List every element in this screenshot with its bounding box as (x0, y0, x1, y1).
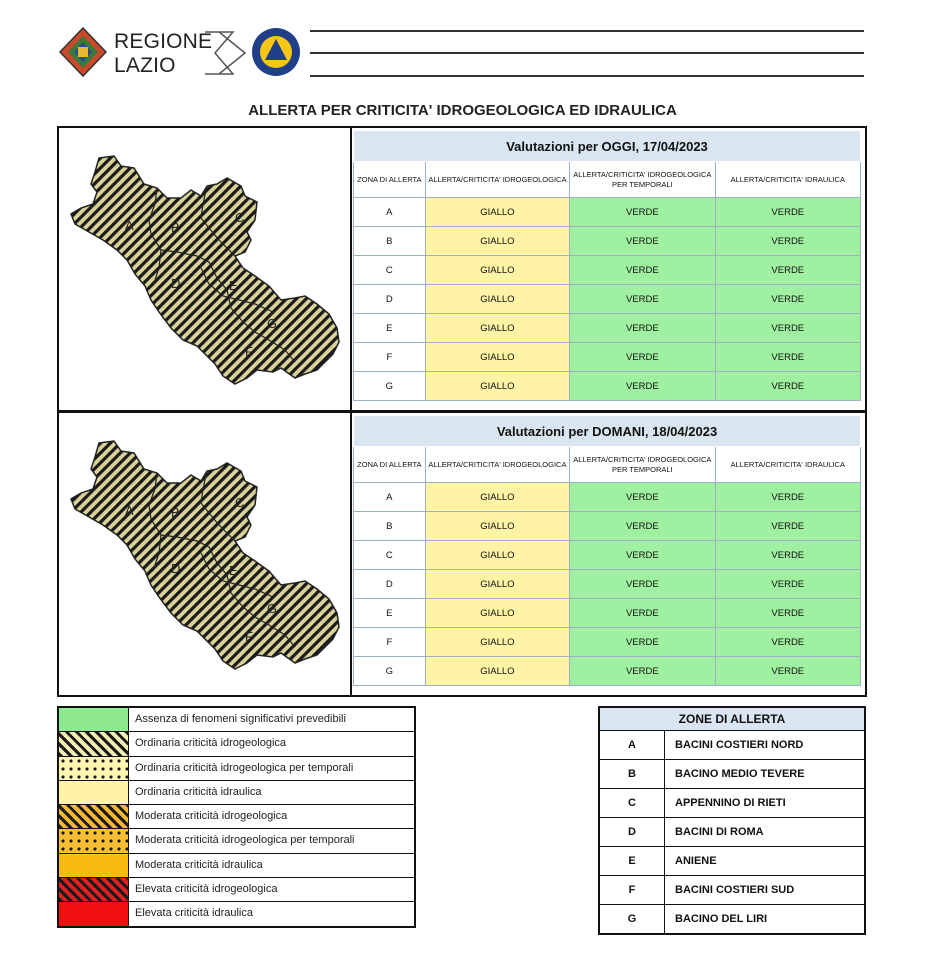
zone-name: ANIENE (675, 855, 717, 867)
regione-lazio-logo (58, 26, 108, 78)
col-temp-header: ALLERTA/CRITICITA' IDROGEOLOGICA PER TEMPORALI (570, 162, 715, 198)
cell-idra: VERDE (715, 372, 860, 401)
cell-idro: GIALLO (425, 343, 569, 372)
today-table (353, 130, 861, 401)
today-heading: Valutazioni per OGGI, 17/04/2023 (354, 131, 861, 162)
cell-idra: VERDE (715, 570, 860, 599)
col-zone-header: ZONA DI ALLERTA (354, 447, 426, 483)
zone-row (600, 789, 864, 818)
cell-idra: VERDE (715, 227, 860, 256)
tomorrow-heading: Valutazioni per DOMANI, 18/04/2023 (354, 416, 861, 447)
legend-swatch (59, 805, 129, 828)
cell-temp: VERDE (570, 628, 715, 657)
legend-swatch (59, 781, 129, 804)
cell-zone: G (354, 657, 426, 686)
col-temp-header: ALLERTA/CRITICITA' IDROGEOLOGICA PER TEMPORALI (570, 447, 715, 483)
cell-idra: VERDE (715, 541, 860, 570)
cell-zone: B (354, 227, 426, 256)
legend-item (59, 805, 414, 829)
zone-name: BACINO DEL LIRI (675, 913, 768, 925)
map-label-b: B (171, 220, 180, 235)
map-label-c: C (235, 210, 245, 225)
legend-item (59, 902, 414, 925)
cell-temp: VERDE (570, 570, 715, 599)
table-row (354, 541, 861, 570)
region-name-line1: REGIONE (114, 30, 213, 53)
cell-temp: VERDE (570, 372, 715, 401)
cell-temp: VERDE (570, 541, 715, 570)
cell-temp: VERDE (570, 198, 715, 227)
lazio-map-icon (59, 413, 350, 695)
cell-zone: G (354, 372, 426, 401)
zone-letter: E (600, 847, 665, 875)
zones-table (598, 706, 866, 935)
zone-name: BACINO MEDIO TEVERE (675, 768, 805, 780)
legend-swatch (59, 757, 129, 780)
cell-idro: GIALLO (425, 227, 569, 256)
legend-label: Ordinaria criticità idraulica (135, 785, 262, 798)
map-label-g: G (267, 601, 278, 616)
zone-row (600, 731, 864, 760)
zone-row (600, 818, 864, 847)
cell-zone: F (354, 343, 426, 372)
legend (57, 706, 416, 928)
table-row (354, 483, 861, 512)
col-idra-header: ALLERTA/CRITICITA' IDRAULICA (715, 162, 860, 198)
zone-letter: A (600, 731, 665, 759)
cell-idro: GIALLO (425, 198, 569, 227)
legend-label: Moderata criticità idrogeologica per temporali (135, 834, 355, 847)
header-rule-1 (310, 30, 864, 32)
map-label-e: E (229, 563, 238, 578)
cell-idra: VERDE (715, 628, 860, 657)
cell-idro: GIALLO (425, 628, 569, 657)
legend-swatch (59, 854, 129, 877)
zone-row (600, 760, 864, 789)
legend-swatch (59, 829, 129, 852)
zone-name: BACINI DI ROMA (675, 826, 764, 838)
cell-idra: VERDE (715, 285, 860, 314)
cell-zone: A (354, 483, 426, 512)
table-row (354, 256, 861, 285)
zone-letter: F (600, 876, 665, 904)
zone-name: BACINI COSTIERI SUD (675, 884, 795, 896)
tomorrow-table (353, 415, 861, 686)
table-row (354, 570, 861, 599)
cell-temp: VERDE (570, 314, 715, 343)
cell-zone: C (354, 541, 426, 570)
map-label-a: A (125, 503, 134, 518)
today-panel (57, 126, 867, 412)
legend-swatch (59, 732, 129, 755)
map-label-g: G (267, 316, 278, 331)
zone-letter: B (600, 760, 665, 788)
legend-item (59, 708, 414, 732)
cell-idra: VERDE (715, 483, 860, 512)
cell-temp: VERDE (570, 343, 715, 372)
cell-idro: GIALLO (425, 285, 569, 314)
cell-idro: GIALLO (425, 483, 569, 512)
legend-label: Assenza di fenomeni significativi prevedibili (135, 713, 346, 725)
cell-temp: VERDE (570, 512, 715, 541)
zone-row (600, 847, 864, 876)
cell-temp: VERDE (570, 227, 715, 256)
cell-temp: VERDE (570, 483, 715, 512)
cell-zone: C (354, 256, 426, 285)
cell-idro: GIALLO (425, 314, 569, 343)
table-row (354, 657, 861, 686)
legend-swatch (59, 878, 129, 901)
protezione-civile-logo (251, 27, 301, 77)
cell-idra: VERDE (715, 198, 860, 227)
chevron-divider-icon (205, 28, 250, 78)
table-row (354, 599, 861, 628)
legend-label: Elevata criticità idrogeologica (135, 883, 278, 896)
table-row (354, 343, 861, 372)
cell-zone: B (354, 512, 426, 541)
cell-idro: GIALLO (425, 541, 569, 570)
legend-swatch (59, 708, 129, 731)
cell-idro: GIALLO (425, 256, 569, 285)
cell-idra: VERDE (715, 314, 860, 343)
zone-letter: D (600, 818, 665, 846)
legend-label: Elevata criticità idraulica (135, 907, 253, 920)
region-name-line2: LAZIO (114, 54, 176, 77)
cell-idra: VERDE (715, 343, 860, 372)
col-idro-header: ALLERTA/CRITICITA' IDROGEOLOGICA (425, 447, 569, 483)
col-idra-header: ALLERTA/CRITICITA' IDRAULICA (715, 447, 860, 483)
zone-row (600, 876, 864, 905)
map-label-d: D (171, 276, 181, 291)
legend-item (59, 781, 414, 805)
cell-idra: VERDE (715, 512, 860, 541)
cell-idra: VERDE (715, 599, 860, 628)
cell-temp: VERDE (570, 285, 715, 314)
table-row (354, 372, 861, 401)
today-map (59, 128, 352, 410)
zone-name: APPENNINO DI RIETI (675, 797, 786, 809)
lazio-map-icon (59, 128, 350, 410)
zone-letter: G (600, 905, 665, 933)
cell-idro: GIALLO (425, 599, 569, 628)
table-row (354, 227, 861, 256)
col-zone-header: ZONA DI ALLERTA (354, 162, 426, 198)
table-row (354, 314, 861, 343)
legend-item (59, 878, 414, 902)
map-label-f: F (245, 629, 253, 644)
legend-label: Ordinaria criticità idrogeologica per temporali (135, 761, 354, 774)
map-label-d: D (171, 561, 181, 576)
cell-temp: VERDE (570, 599, 715, 628)
header-rule-2 (310, 52, 864, 54)
tomorrow-panel (57, 411, 867, 697)
cell-zone: E (354, 599, 426, 628)
cell-zone: F (354, 628, 426, 657)
legend-item (59, 854, 414, 878)
cell-idro: GIALLO (425, 372, 569, 401)
document-title: ALLERTA PER CRITICITA' IDROGEOLOGICA ED IDRAULICA (248, 102, 677, 119)
map-label-a: A (125, 218, 134, 233)
cell-zone: D (354, 570, 426, 599)
legend-label: Ordinaria criticità idrogeologica (135, 737, 287, 750)
cell-idra: VERDE (715, 256, 860, 285)
table-row (354, 285, 861, 314)
table-row (354, 628, 861, 657)
cell-idro: GIALLO (425, 512, 569, 541)
region-name (114, 30, 212, 78)
col-idro-header: ALLERTA/CRITICITA' IDROGEOLOGICA (425, 162, 569, 198)
zones-title: ZONE DI ALLERTA (600, 708, 864, 731)
map-label-e: E (229, 278, 238, 293)
zone-row (600, 905, 864, 933)
cell-idro: GIALLO (425, 570, 569, 599)
legend-item (59, 757, 414, 781)
map-label-f: F (245, 344, 253, 359)
legend-label: Moderata criticità idraulica (135, 858, 263, 871)
map-label-c: C (235, 495, 245, 510)
legend-swatch (59, 902, 129, 925)
table-row (354, 198, 861, 227)
legend-item (59, 732, 414, 756)
cell-idra: VERDE (715, 657, 860, 686)
legend-label: Moderata criticità idrogeologica (135, 810, 288, 823)
cell-temp: VERDE (570, 256, 715, 285)
tomorrow-map (59, 413, 352, 695)
cell-zone: A (354, 198, 426, 227)
cell-zone: E (354, 314, 426, 343)
cell-zone: D (354, 285, 426, 314)
map-label-b: B (171, 505, 180, 520)
cell-idro: GIALLO (425, 657, 569, 686)
zone-name: BACINI COSTIERI NORD (675, 739, 804, 751)
cell-temp: VERDE (570, 657, 715, 686)
zone-letter: C (600, 789, 665, 817)
table-row (354, 512, 861, 541)
header-rule-3 (310, 75, 864, 77)
legend-item (59, 829, 414, 853)
